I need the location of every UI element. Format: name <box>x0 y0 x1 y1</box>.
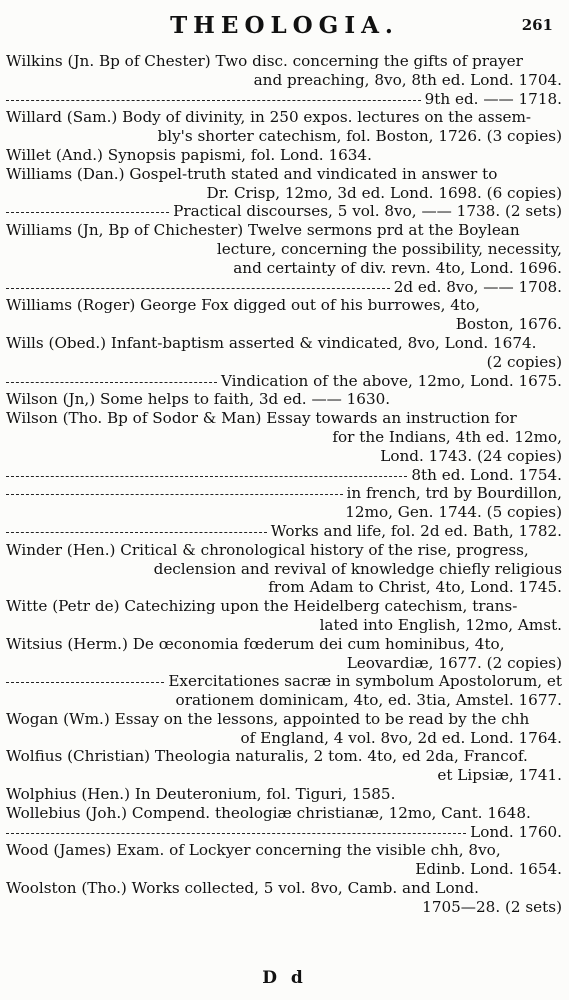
entry-text: Exercitationes sacræ in symbolum Apostolorum, et <box>168 672 562 691</box>
ditto-dashes <box>6 90 421 109</box>
ditto-entry-line <box>6 202 562 221</box>
entry-line: Willard (Sam.) Body of divinity, in 250 expos. lectures on the assem- <box>6 108 532 127</box>
entry-line: Wilkins (Jn. Bp of Chester) Two disc. concerning the gifts of prayer <box>6 52 523 70</box>
ditto-entry-line <box>6 522 562 541</box>
page-title: THEOLOGIA. <box>170 12 399 39</box>
entry-continuation-line: Edinb. Lond. 1654. <box>415 860 562 879</box>
ditto-dashes <box>6 522 267 541</box>
page-header <box>0 8 569 42</box>
entry-text: 8th ed. Lond. 1754. <box>411 465 562 484</box>
catalog-entries <box>6 52 562 917</box>
ditto-dashes <box>6 823 466 842</box>
entry-line: Williams (Roger) George Fox digged out of his burrowes, 4to, <box>6 296 480 315</box>
entry-text: 9th ed. —— 1718. <box>424 89 562 108</box>
entry-text: Works and life, fol. 2d ed. Bath, 1782. <box>270 521 562 540</box>
entry-continuation-line: lecture, concerning the possibility, necessity, <box>216 239 562 258</box>
entry-continuation-line: Boston, 1676. <box>455 315 562 334</box>
entry-line: Wogan (Wm.) Essay on the lessons, appointed to be read by the chh <box>6 709 530 728</box>
ditto-dashes <box>6 484 343 503</box>
entry-line: Williams (Dan.) Gospel-truth stated and vindicated in answer to <box>6 164 498 183</box>
entry-text: in french, trd by Bourdillon, <box>346 484 562 503</box>
entry-line: Willet (And.) Synopsis papismi, fol. Lond. 1634. <box>6 145 372 164</box>
entry-continuation-line: 1705—28. (2 sets) <box>422 897 562 916</box>
ditto-entry-line <box>6 278 562 297</box>
entry-continuation-line: bly's shorter catechism, fol. Boston, 1726. (3 copies) <box>157 127 562 146</box>
entry-text: Lond. 1760. <box>470 822 562 841</box>
entry-line: Wills (Obed.) Infant-baptism asserted & vindicated, 8vo, Lond. 1674. <box>6 333 537 352</box>
entry-continuation-line: from Adam to Christ, 4to, Lond. 1745. <box>268 578 562 597</box>
entry-continuation-line: Leovardiæ, 1677. (2 copies) <box>346 653 562 672</box>
entry-line: Wolfius (Christian) Theologia naturalis, 2 tom. 4to, ed 2da, Francof. <box>6 747 528 766</box>
signature-mark: D d <box>262 968 307 988</box>
ditto-dashes <box>6 278 390 297</box>
entry-continuation-line: lated into English, 12mo, Amst. <box>319 615 562 634</box>
entry-continuation-line: and preaching, 8vo, 8th ed. Lond. 1704. <box>253 70 562 89</box>
ditto-entry-line <box>6 90 562 109</box>
entry-continuation-line: for the Indians, 4th ed. 12mo, <box>332 427 562 446</box>
ditto-entry-line <box>6 484 562 503</box>
entry-line: Wood (James) Exam. of Lockyer concerning the visible chh, 8vo, <box>6 841 501 860</box>
entry-line: Witsius (Herm.) De œconomia fœderum dei cum hominibus, 4to, <box>6 634 505 653</box>
entry-text: 2d ed. 8vo, —— 1708. <box>393 277 562 296</box>
ditto-dashes <box>6 672 164 691</box>
entry-line: Williams (Jn, Bp of Chichester) Twelve sermons prd at the Boylean <box>6 221 520 240</box>
entry-line: Wolphius (Hen.) In Deuteronium, fol. Tiguri, 1585. <box>6 785 396 804</box>
ditto-entry-line <box>6 372 562 391</box>
entry-continuation-line: (2 copies) <box>486 352 562 371</box>
page-number: 261 <box>521 16 553 34</box>
entry-text: Vindication of the above, 12mo, Lond. 1675. <box>220 371 562 390</box>
ditto-entry-line <box>6 672 562 691</box>
entry-continuation-line: 12mo, Gen. 1744. (5 copies) <box>345 503 562 522</box>
ditto-dashes <box>6 466 407 485</box>
entry-continuation-line: Lond. 1743. (24 copies) <box>380 446 562 465</box>
entry-line: Woolston (Tho.) Works collected, 5 vol. 8vo, Camb. and Lond. <box>6 879 479 898</box>
entry-line: Wollebius (Joh.) Compend. theologiæ christianæ, 12mo, Cant. 1648. <box>6 803 531 822</box>
entry-continuation-line: and certainty of div. revn. 4to, Lond. 1696. <box>233 258 562 277</box>
entry-line: Wilson (Jn,) Some helps to faith, 3d ed. —— 1630. <box>6 390 391 409</box>
entry-line: Witte (Petr de) Catechizing upon the Heidelberg catechism, trans- <box>6 597 518 616</box>
entry-continuation-line: Dr. Crisp, 12mo, 3d ed. Lond. 1698. (6 copies) <box>206 183 562 202</box>
entry-continuation-line: of England, 4 vol. 8vo, 2d ed. Lond. 1764. <box>240 728 562 747</box>
ditto-entry-line <box>6 823 562 842</box>
entry-continuation-line: et Lipsiæ, 1741. <box>437 766 562 785</box>
entry-line: Winder (Hen.) Critical & chronological history of the rise, progress, <box>6 540 529 559</box>
entry-continuation-line: orationem dominicam, 4to, ed. 3tia, Amstel. 1677. <box>175 691 562 710</box>
entry-line: Wilson (Tho. Bp of Sodor & Man) Essay towards an instruction for <box>6 409 517 428</box>
entry-text: Practical discourses, 5 vol. 8vo, —— 1738. (2 sets) <box>173 202 562 221</box>
ditto-dashes <box>6 372 217 391</box>
ditto-entry-line <box>6 466 562 485</box>
entry-continuation-line: declension and revival of knowledge chiefly religious <box>153 559 562 578</box>
ditto-dashes <box>6 202 169 221</box>
